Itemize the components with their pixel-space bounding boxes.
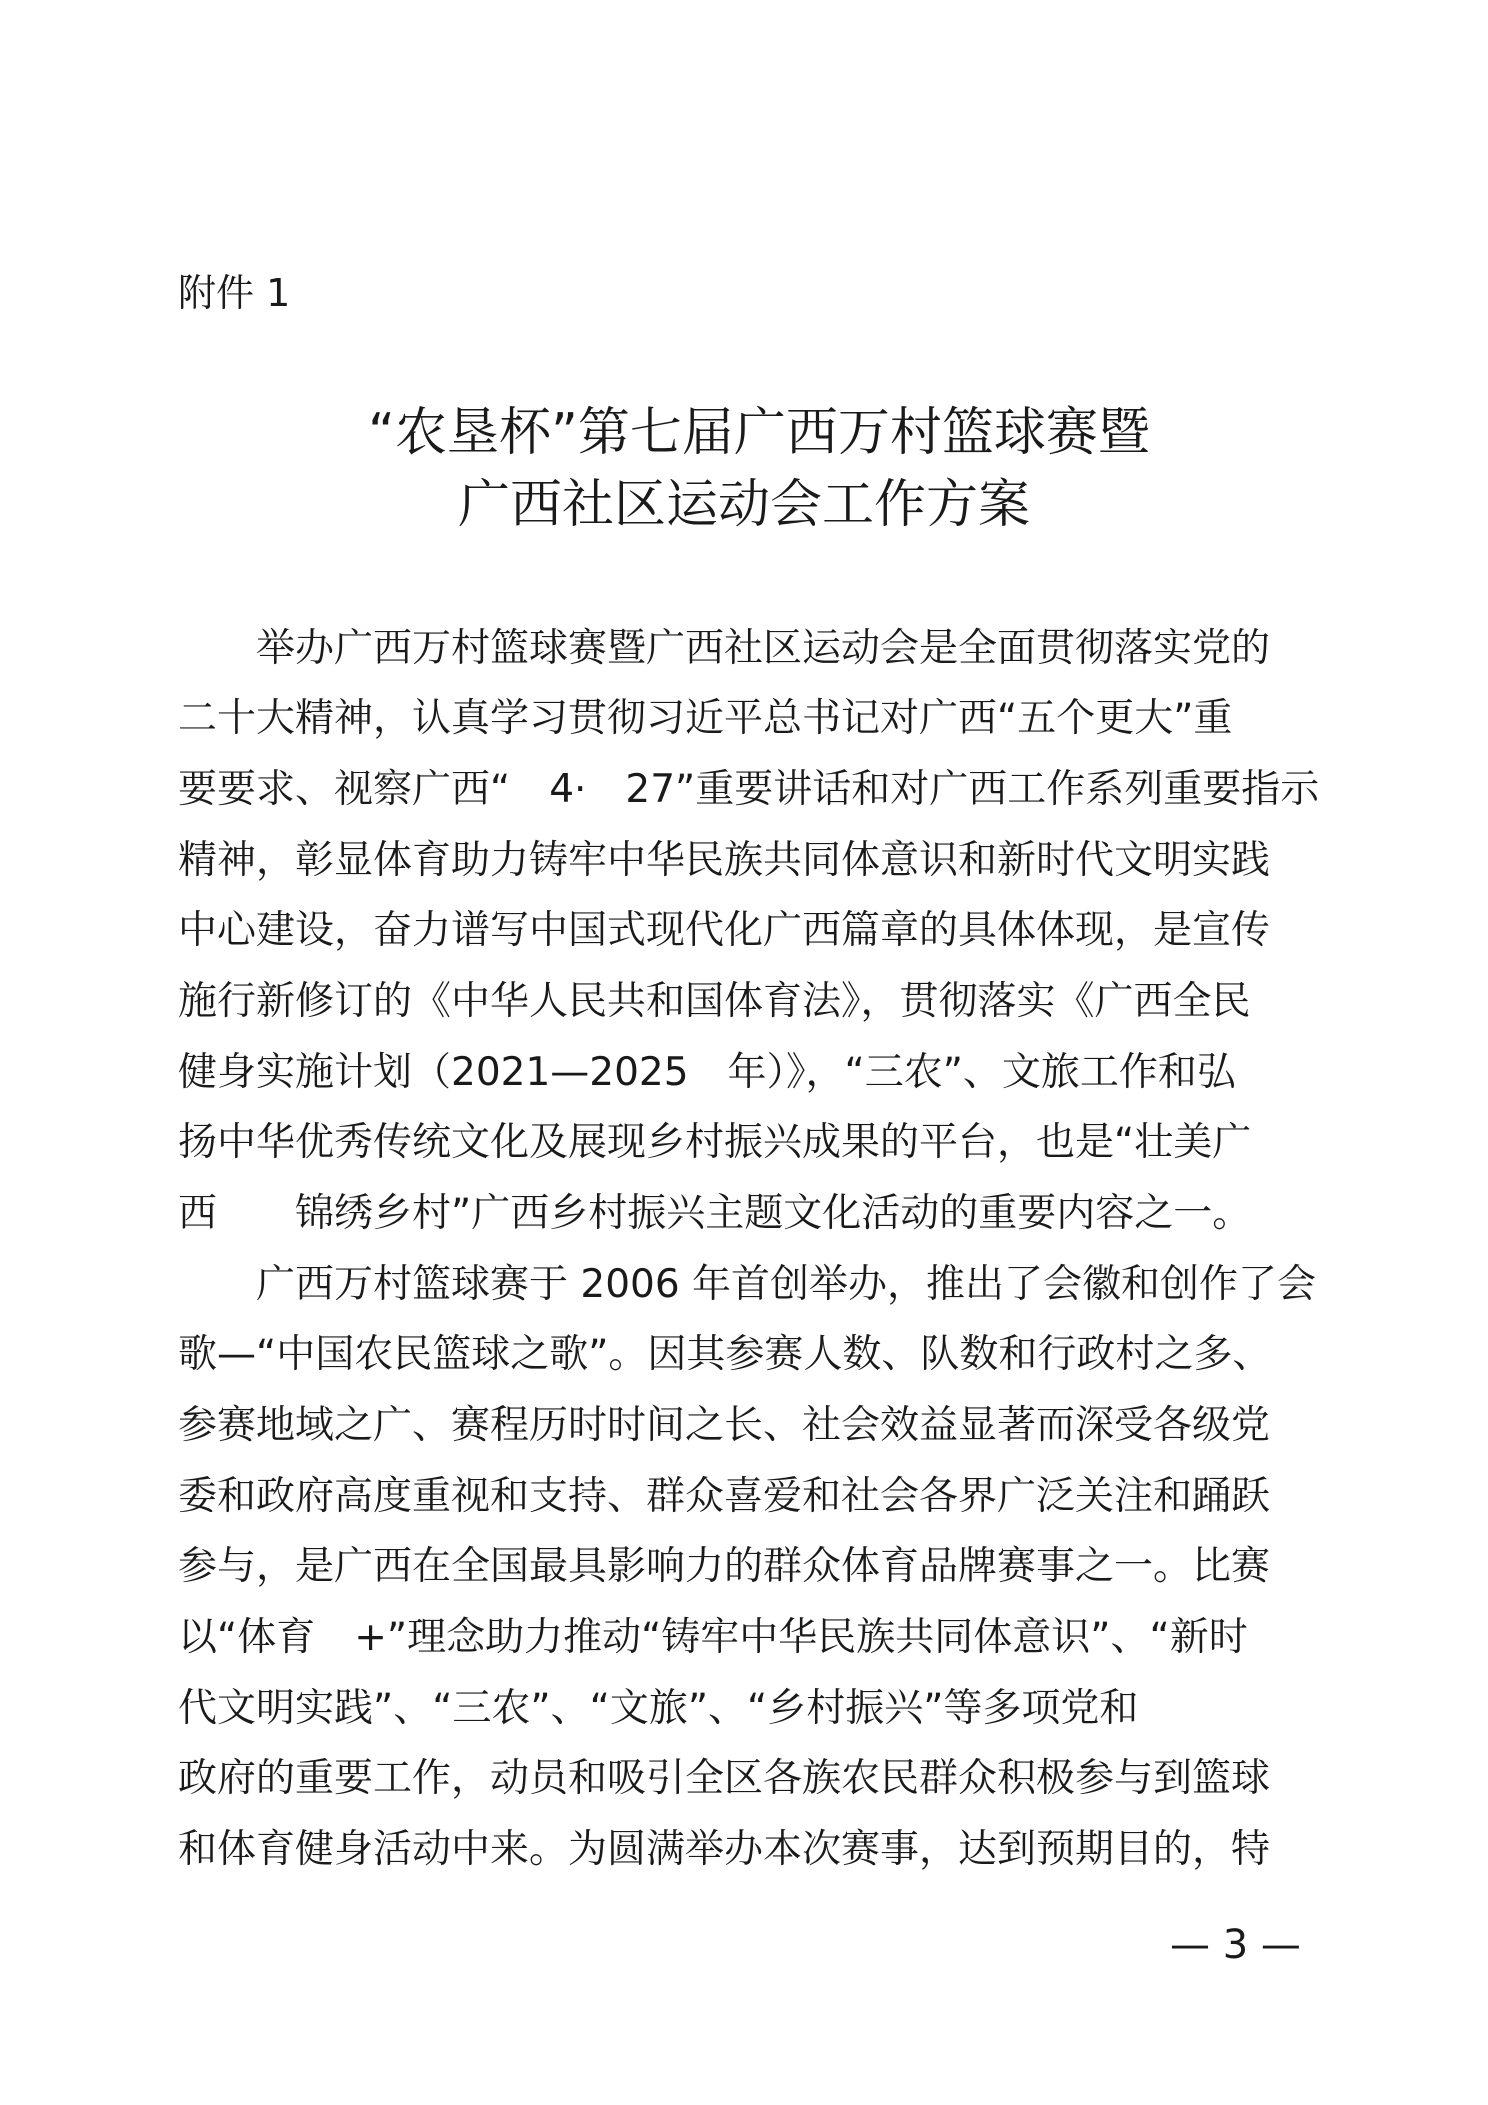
text-line: 二十大精神，认真学习贯彻习近平总书记对广西“五个更大”重 [178,696,1233,741]
text-line: 举办广西万村篮球赛暨广西社区运动会是全面贯彻落实党的 [178,626,1271,671]
text-line: 参与，是广西在全国最具影响力的群众体育品牌赛事之一。比赛 [178,1544,1271,1589]
text-line: 健身实施计划（2021—2025 年）》，“三农”、文旅工作和弘 [178,1050,1236,1095]
text-line: 参赛地域之广、赛程历时时间之长、社会效益显著而深受各级党 [178,1403,1271,1448]
text-line: 西 锦绣乡村”广西乡村振兴主题文化活动的重要内容之一。 [178,1191,1252,1236]
text-line: 歌—“中国农民篮球之歌”。因其参赛人数、队数和行政村之多、 [178,1332,1272,1377]
text-line: 政府的重要工作，动员和吸引全区各族农民群众积极参与到篮球 [178,1756,1271,1801]
text-line: 和体育健身活动中来。为圆满举办本次赛事，达到预期目的，特 [178,1827,1271,1872]
document-title-line-1: “农垦杯”第七届广西万村篮球赛暨 [368,403,1150,463]
attachment-label: 附件 1 [178,271,291,315]
text-line: 要要求、视察广西“ 4· 27”重要讲话和对广西工作系列重要指示 [178,767,1320,812]
text-line: 施行新修订的《中华人民共和国体育法》，贯彻落实《广西全民 [178,979,1251,1024]
text-line: 中心建设，奋力谱写中国式现代化广西篇章的具体体现，是宣传 [178,908,1271,953]
text-line: 精神，彰显体育助力铸牢中华民族共同体意识和新时代文明实践 [178,838,1271,883]
text-line: 广西万村篮球赛于 2006 年首创举办，推出了会徽和创作了会 [178,1262,1317,1307]
text-line: 扬中华优秀传统文化及展现乡村振兴成果的平台，也是“壮美广 [178,1120,1252,1165]
text-line: 以“体育 +”理念助力推动“铸牢中华民族共同体意识”、“新时 [178,1615,1248,1660]
page-number: — 3 — [1170,1922,1301,1968]
document-title-line-2: 广西社区运动会工作方案 [457,475,1030,535]
text-line: 委和政府高度重视和支持、群众喜爱和社会各界广泛关注和踊跃 [178,1474,1271,1519]
text-line: 代文明实践”、“三农”、“文旅”、“乡村振兴”等多项党和 [178,1686,1139,1731]
